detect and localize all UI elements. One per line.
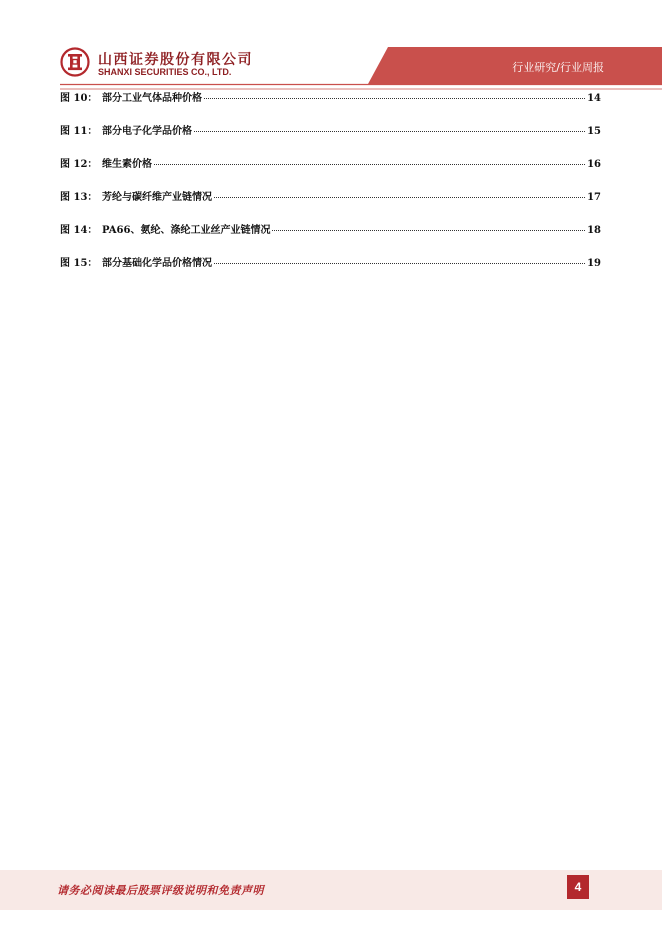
figure-title: PA66、氨纶、涤纶工业丝产业链情况 bbox=[102, 225, 271, 236]
report-category: 行业研究/行业周报 bbox=[512, 61, 604, 74]
dot-leader bbox=[204, 98, 585, 99]
figure-title: 部分基础化学品价格情况 bbox=[102, 258, 212, 269]
dot-leader bbox=[194, 131, 585, 132]
page-ref: 19 bbox=[587, 258, 601, 269]
figure-title: 芳纶与碳纤维产业链情况 bbox=[102, 192, 212, 203]
dot-leader bbox=[214, 263, 585, 264]
company-name-en: SHANXI SECURITIES CO., LTD. bbox=[98, 67, 232, 77]
page-ref: 16 bbox=[587, 159, 601, 170]
figure-title: 维生素价格 bbox=[102, 159, 152, 170]
header-band bbox=[0, 0, 662, 92]
disclaimer-note: 请务必阅读最后股票评级说明和免责声明 bbox=[57, 884, 264, 897]
figure-index bbox=[60, 89, 601, 287]
page-ref: 15 bbox=[587, 126, 601, 137]
page-footer bbox=[0, 870, 662, 910]
toc-entry[interactable] bbox=[60, 254, 601, 287]
toc-entry[interactable] bbox=[60, 188, 601, 221]
toc-entry[interactable] bbox=[60, 89, 601, 122]
company-name-cn: 山西证券股份有限公司 bbox=[98, 52, 253, 68]
page-ref: 17 bbox=[587, 192, 601, 203]
page-ref: 18 bbox=[587, 225, 601, 236]
figure-number: 图 12： bbox=[60, 159, 98, 170]
page-ref: 14 bbox=[587, 93, 601, 104]
toc-entry[interactable] bbox=[60, 221, 601, 254]
toc-entry[interactable] bbox=[60, 122, 601, 155]
company-logo-icon bbox=[60, 47, 90, 77]
figure-title: 部分电子化学品价格 bbox=[102, 126, 192, 137]
toc-entry[interactable] bbox=[60, 155, 601, 188]
figure-number: 图 15： bbox=[60, 258, 98, 269]
figure-title: 部分工业气体品种价格 bbox=[102, 93, 202, 104]
dot-leader bbox=[214, 197, 585, 198]
dot-leader bbox=[272, 230, 585, 231]
figure-number: 图 10： bbox=[60, 93, 98, 104]
figure-number: 图 13： bbox=[60, 192, 98, 203]
page-number: 4 bbox=[567, 875, 589, 899]
figure-number: 图 11： bbox=[60, 126, 98, 137]
figure-number: 图 14： bbox=[60, 225, 98, 236]
dot-leader bbox=[154, 164, 585, 165]
page-header bbox=[0, 0, 662, 92]
